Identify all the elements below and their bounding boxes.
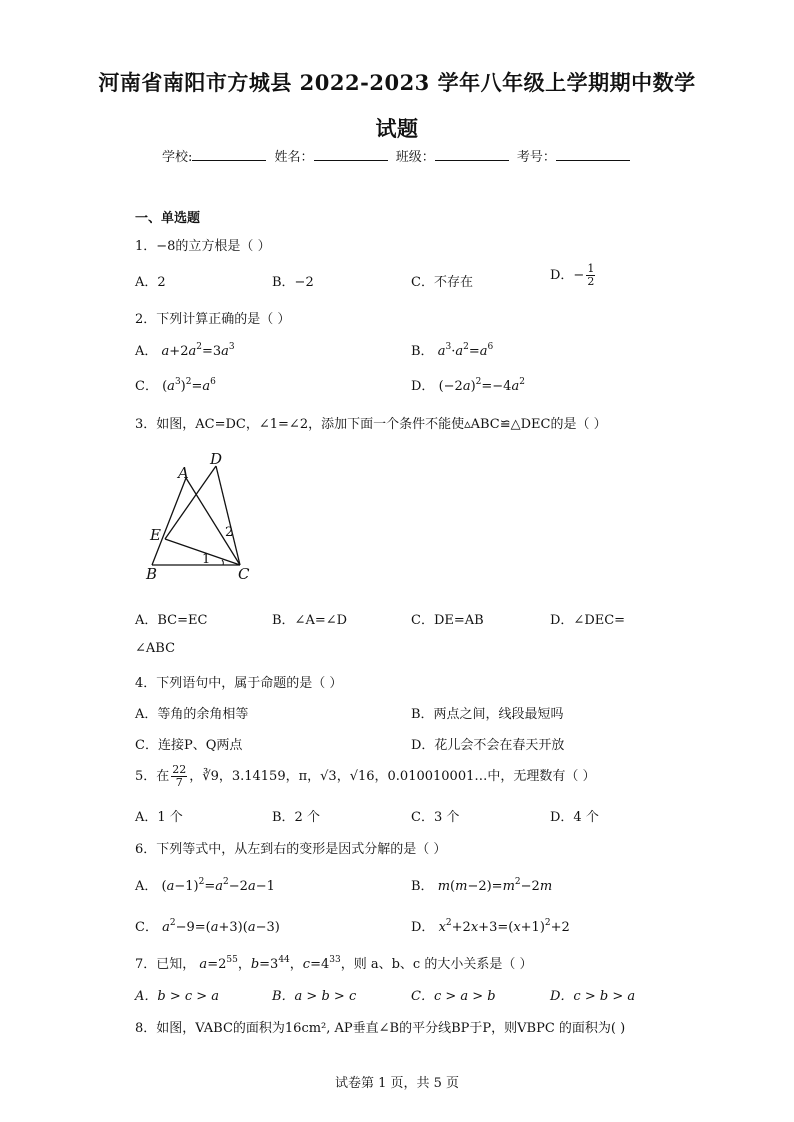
q1-option-d-label: D．− — [550, 268, 585, 283]
name-blank[interactable] — [314, 148, 388, 161]
q5-option-c[interactable]: C．3 个 — [411, 810, 460, 825]
q4-option-a[interactable]: A．等角的余角相等 — [135, 707, 249, 722]
q2-option-c[interactable]: C． $(a^3)^2=a^6$ — [135, 377, 216, 394]
segment-ba — [152, 478, 186, 565]
q3-option-b[interactable]: B．∠A=∠D — [272, 613, 348, 628]
question-3-stem: 3．如图，AC=DC，∠1=∠2，添加下面一个条件不能使▵ABC≌△DEC的是（ ） — [135, 417, 607, 432]
q3-option-a[interactable]: A．BC=EC — [135, 613, 208, 628]
student-info-row — [162, 146, 634, 165]
segment-de — [165, 466, 216, 539]
class-label: 班级： — [395, 150, 435, 165]
q2-option-d[interactable]: D． $(-2a)^2=-4a^2$ — [411, 377, 525, 394]
name-label: 姓名： — [274, 150, 314, 165]
question-1-stem: 1．−8的立方根是（ ） — [135, 239, 271, 254]
q4-option-b[interactable]: B．两点之间，线段最短吗 — [411, 707, 564, 722]
school-label: 学校: — [162, 150, 193, 165]
q5-option-d[interactable]: D．4 个 — [550, 810, 599, 825]
q4-option-d[interactable]: D．花儿会不会在春天开放 — [411, 738, 565, 753]
question-2-stem: 2．下列计算正确的是（ ） — [135, 312, 291, 327]
label-angle-2: 2 — [225, 525, 234, 540]
school-blank[interactable] — [192, 148, 266, 161]
q2-option-b[interactable]: B． $a^3\cdot a^2=a^6$ — [411, 342, 494, 359]
q2-option-a[interactable]: A． $a+2a^2=3a^3$ — [135, 342, 235, 359]
exam-number-label: 考号： — [516, 150, 556, 165]
section-heading: 一、单选题 — [135, 211, 201, 226]
label-b: B — [146, 565, 158, 583]
label-d: D — [210, 450, 223, 468]
question-8-stem: 8．如图，VABC的面积为16cm², AP垂直∠B的平分线BP于P，则VBPC 的面积为( ) — [135, 1021, 626, 1036]
q7-option-a[interactable]: A．b > c > a — [135, 989, 220, 1004]
label-angle-1: 1 — [202, 552, 211, 567]
q1-option-c[interactable]: C．不存在 — [411, 275, 473, 290]
q4-option-c[interactable]: C．连接P、Q两点 — [135, 738, 243, 753]
exam-title-line2: 试题 — [375, 116, 419, 141]
q7-option-d[interactable]: D．c > b > a — [550, 989, 636, 1004]
q6-option-c[interactable]: C． $a^2-9=(a+3)(a-3)$ — [135, 918, 280, 935]
q6-option-a[interactable]: A． $(a-1)^2=a^2-2a-1$ — [135, 877, 275, 894]
page-footer: 试卷第 1 页，共 5 页 — [334, 1076, 460, 1091]
q7-option-c[interactable]: C．c > a > b — [411, 989, 496, 1004]
q6-option-b[interactable]: B． $m(m-2)=m^2-2m$ — [411, 877, 553, 894]
q5-option-b[interactable]: B．2 个 — [272, 810, 320, 825]
q3-option-d-continued: ∠ABC — [135, 641, 176, 656]
q1-fraction: $\frac{1}{2}$ — [587, 262, 595, 288]
segment-dc — [216, 466, 240, 565]
q3-option-c[interactable]: C．DE=AB — [411, 613, 484, 628]
question-4-stem: 4．下列语句中，属于命题的是（ ） — [135, 676, 343, 691]
q7-option-b[interactable]: B．a > b > c — [272, 989, 357, 1004]
question-6-stem: 6．下列等式中，从左到右的变形是因式分解的是（ ） — [135, 842, 447, 857]
angle-1-arc — [222, 560, 223, 565]
question-5-stem: 5．在 $\frac{22}{7}$ ，∛9，3.14159，π，√3，√16，0.010010001…中，无理数有（ ） — [135, 763, 596, 789]
question-7-stem: 7．已知， $a=2^{55}$，$b=3^{44}$，$c=4^{33}$，则 a、b、c 的大小关系是（ ） — [135, 955, 533, 972]
q6-option-d[interactable]: D． $x^2+2x+3=(x+1)^2+2$ — [411, 918, 570, 935]
label-e: E — [150, 526, 161, 544]
q3-option-d[interactable]: D．∠DEC= — [550, 613, 626, 628]
q5-option-a[interactable]: A．1 个 — [135, 810, 183, 825]
q5-fraction: $\frac{22}{7}$ — [172, 763, 187, 789]
triangle-figure — [140, 448, 270, 588]
segment-ac — [186, 478, 240, 565]
exam-title-line1: 河南省南阳市方城县 2022-2023 学年八年级上学期期中数学 — [98, 70, 696, 95]
q1-option-a[interactable]: A．2 — [135, 275, 166, 290]
label-a: A — [178, 464, 189, 482]
label-c: C — [238, 565, 250, 583]
q1-option-d[interactable] — [550, 263, 597, 288]
class-blank[interactable] — [435, 148, 509, 161]
exam-number-blank[interactable] — [556, 148, 630, 161]
q1-option-b[interactable]: B．−2 — [272, 275, 314, 290]
